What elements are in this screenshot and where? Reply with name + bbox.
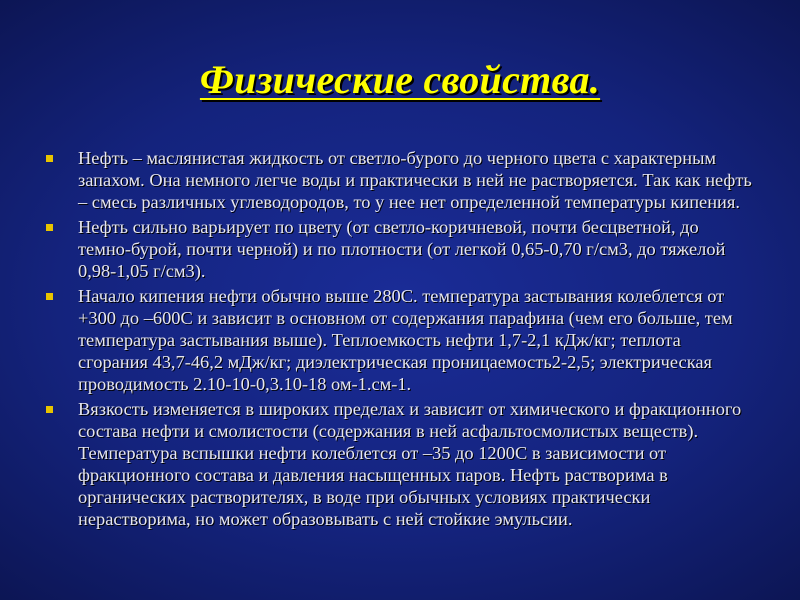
slide-title: Физические свойства. xyxy=(199,57,601,102)
square-bullet-icon xyxy=(46,224,53,231)
bullet-text: Вязкость изменяется в широких пределах и зависит от химического и фракционного состава нефти и смолистости (содержания в ней асфальтосмолистых веществ). Температура вспышки нефти колеблется от –35 до 1200С в зависимости от фракционного состава и давления насыщенных паров. Нефть растворима в органических растворителях, в воде при обычных условиях практически нерастворима, но может образовывать с ней стойкие эмульсии. xyxy=(78,399,742,529)
bullet-item xyxy=(44,147,752,213)
bullet-text: Нефть сильно варьирует по цвету (от светло-коричневой, почти бесцветной, до темно-бурой, почти черной) и по плотности (от легкой 0,65-0,70 г/см3, до тяжелой 0,98-1,05 г/см3). xyxy=(78,217,726,281)
bullet-text: Начало кипения нефти обычно выше 280С. температура застывания колеблется от +300 до –600С и зависит в основном от содержания парафина (чем его больше, тем температура застывания выше). Теплоемкость нефти 1,7-2,1 кДж/кг; теплота сгорания 43,7-46,2 мДж/кг; диэлектрическая проницаемость2-2,5; электрическая проводимость 2.10-10-0,3.10-18 ом-1.см-1. xyxy=(78,286,733,394)
bullet-list xyxy=(44,147,752,533)
bullet-item xyxy=(44,285,752,395)
bullet-item xyxy=(44,216,752,282)
square-bullet-icon xyxy=(46,155,53,162)
bullet-item xyxy=(44,398,752,530)
bullet-text: Нефть – маслянистая жидкость от светло-бурого до черного цвета с характерным запахом. Она немного легче воды и практически в ней не растворяется. Так как нефть – смесь различных углеводородов, то у нее нет определенной температуры кипения. xyxy=(78,148,752,212)
square-bullet-icon xyxy=(46,293,53,300)
square-bullet-icon xyxy=(46,406,53,413)
